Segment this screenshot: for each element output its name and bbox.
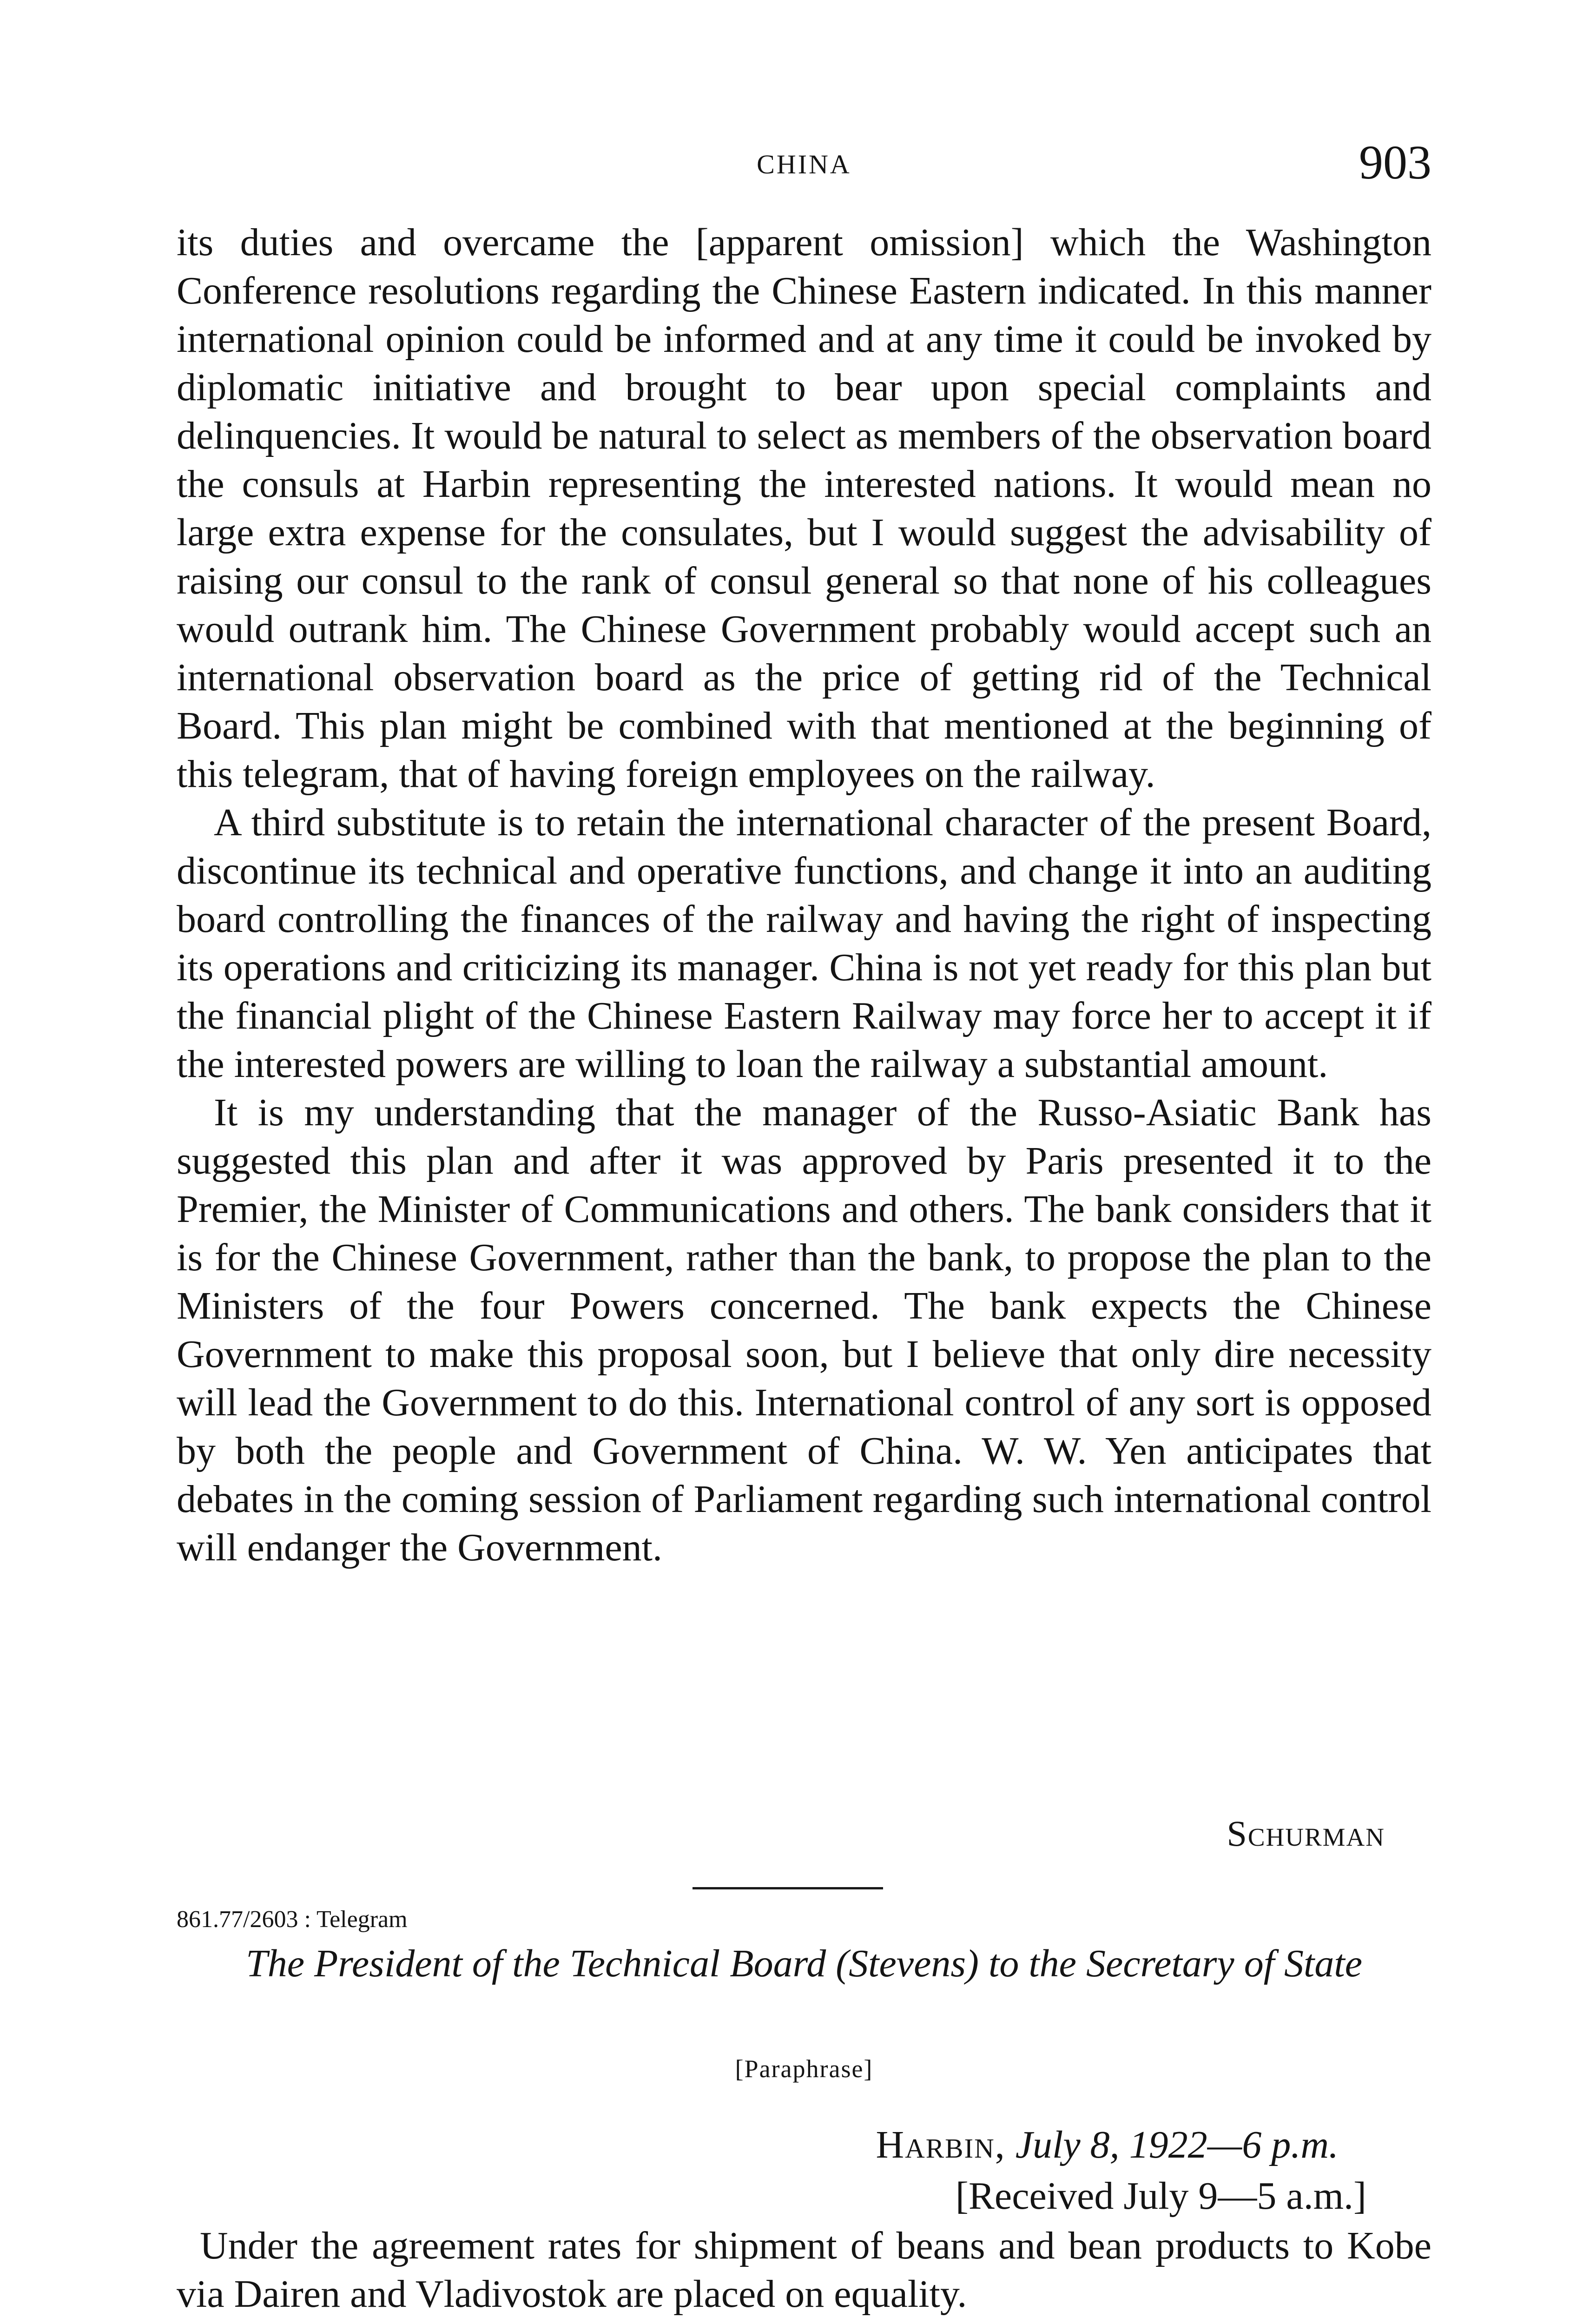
telegram-text <box>177 2222 1431 2318</box>
document-title: The President of the Technical Board (Stevens) to the Secretary of State <box>246 1942 1362 1985</box>
body-paragraph-2: A third substitute is to retain the international character of the present Board, discontinue its technical and operative functions, and change it into an auditing board controlling the finances of the railway and having the right of inspecting its operations and criticizing its manager. China is not yet ready for this plan but the financial plight of the Chinese Eastern Railway may force her to accept it if the interested powers are willing to loan the railway a substantial amount. <box>177 801 1431 1086</box>
section-divider <box>693 1887 883 1889</box>
dateline-date: July 8, 1922—6 p.m. <box>1015 2123 1339 2166</box>
running-head <box>177 116 1431 191</box>
body-paragraph-3: It is my understanding that the manager of the Russo-Asiatic Bank has suggested this plan and after it was approved by Paris presented it to the Premier, the Minister of Communications and others. The bank considers that it is for the Chinese Government, rather than the bank, to propose the plan to the Ministers of the four Powers concerned. The bank expects the Chinese Government to make this proposal soon, but I believe that only dire necessity will lead the Government to do this. International control of any sort is opposed by both the people and Government of China. W. W. Yen anticipates that debates in the coming session of Parliament regarding such international control will endanger the Government. <box>177 1091 1431 1569</box>
signature: Schurman <box>1227 1813 1385 1854</box>
page-number: 903 <box>1359 136 1431 189</box>
paraphrase-note: [Paraphrase] <box>735 2055 873 2083</box>
running-title: CHINA <box>757 149 851 179</box>
body-paragraph-1: its duties and overcame the [apparent omission] which the Washington Conference resolutions regarding the Chinese Eastern indicated. In this manner international opinion could be informed and at any time it could be invoked by diplomatic initiative and brought to bear upon special complaints and delinquencies. It would be natural to select as members of the observation board the consuls at Harbin representing the interested nations. It would mean no large extra expense for the consulates, but I would suggest the advisability of raising our consul to the rank of consul general so that none of his colleagues would outrank him. The Chinese Government probably would accept such an international observation board as the price of getting rid of the Technical Board. This plan might be combined with that mentioned at the beginning of this telegram, that of having foreign employees on the railway. <box>177 221 1431 796</box>
dateline <box>177 2119 1339 2171</box>
telegram-body <box>177 218 1431 1572</box>
dateline-place: Harbin, <box>876 2123 1006 2166</box>
file-reference: 861.77/2603 : Telegram <box>177 1906 408 1933</box>
telegram-paragraph: Under the agreement rates for shipment of beans and bean products to Kobe via Dairen and Vladivostok are placed on equality. <box>177 2224 1431 2316</box>
received-note: [Received July 9—5 a.m.] <box>955 2174 1366 2218</box>
